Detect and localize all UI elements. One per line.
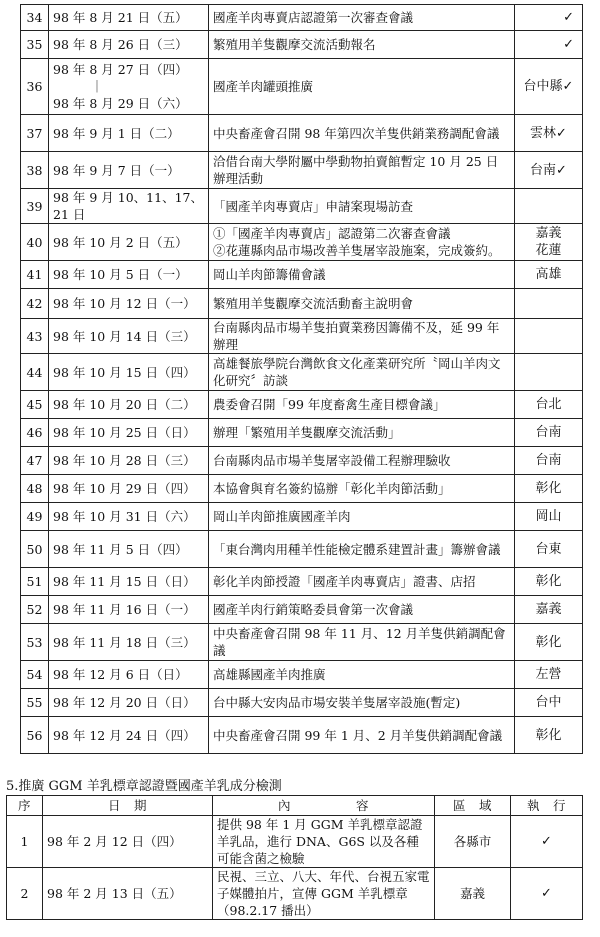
date-line: ｜ (90, 79, 104, 94)
row-content: 本協會與育名簽約協辦「彰化羊肉節活動」 (209, 475, 515, 503)
row-number: 51 (21, 568, 49, 596)
table-row (21, 354, 583, 391)
row-result: 岡山 (515, 503, 583, 531)
row-number: 46 (21, 419, 49, 447)
row-content: 高雄餐旅學院台灣飲食文化產業研究所〝岡山羊肉文化研究〞訪談 (209, 354, 515, 391)
table-row (21, 189, 583, 224)
row-content: 農委會召開「99 年度畜禽生產目標會議」 (209, 391, 515, 419)
row-number: 2 (7, 868, 43, 920)
table-row (21, 661, 583, 689)
row-result: 左營 (515, 661, 583, 689)
header-content: 內 容 (213, 796, 435, 816)
row-date: 98 年 11 月 18 日（三） (49, 624, 209, 661)
row-date: 98 年 10 月 20 日（二） (49, 391, 209, 419)
row-date (49, 59, 209, 115)
row-content: 台南縣肉品市場羊隻拍賣業務因籌備不及，延 99 年辦理 (209, 319, 515, 354)
table-row (7, 868, 583, 920)
row-date: 98 年 10 月 29 日（四） (49, 475, 209, 503)
row-result: 台南 (515, 419, 583, 447)
row-result (515, 319, 583, 354)
table-row (21, 717, 583, 754)
row-content: 辦理「繁殖用羊隻觀摩交流活動」 (209, 419, 515, 447)
result-line: 花蓮 (535, 243, 562, 258)
row-date: 98 年 10 月 28 日（三） (49, 447, 209, 475)
row-content: 繁殖用羊隻觀摩交流活動畜主說明會 (209, 289, 515, 319)
table-row (21, 289, 583, 319)
row-number: 47 (21, 447, 49, 475)
row-date: 98 年 11 月 16 日（一） (49, 596, 209, 624)
table-row (21, 596, 583, 624)
table-row (21, 475, 583, 503)
row-content: 岡山羊肉節籌備會議 (209, 261, 515, 289)
row-date: 98 年 10 月 2 日（五） (49, 224, 209, 261)
ggm-table (6, 795, 583, 920)
table-row (21, 5, 583, 31)
row-date: 98 年 8 月 26 日（三） (49, 31, 209, 59)
row-number: 36 (21, 59, 49, 115)
row-number: 44 (21, 354, 49, 391)
row-content: 國產羊肉罐頭推廣 (209, 59, 515, 115)
row-content: 洽借台南大學附屬中學動物拍賣館暫定 10 月 25 日辦理活動 (209, 152, 515, 189)
row-result: 台中 (515, 689, 583, 717)
row-date: 98 年 2 月 13 日（五） (43, 868, 213, 920)
table-row (21, 224, 583, 261)
row-number: 50 (21, 531, 49, 568)
section-title: 5.推廣 GGM 羊乳標章認證暨國產羊乳成分檢測 (6, 779, 282, 794)
row-content: 台中縣大安肉品市場安裝羊隻屠宰設施(暫定) (209, 689, 515, 717)
result-line: 嘉義 (535, 226, 562, 241)
table-row (21, 261, 583, 289)
row-content: 「東台灣肉用種羊性能檢定體系建置計畫」籌辦會議 (209, 531, 515, 568)
row-result: 台南✓ (515, 152, 583, 189)
row-number: 40 (21, 224, 49, 261)
row-result: 台東 (515, 531, 583, 568)
row-date: 98 年 9 月 1 日（二） (49, 115, 209, 152)
row-number: 35 (21, 31, 49, 59)
row-result: 台南 (515, 447, 583, 475)
table-row (21, 31, 583, 59)
row-result: 彰化 (515, 624, 583, 661)
table-row (21, 319, 583, 354)
row-date: 98 年 8 月 21 日（五） (49, 5, 209, 31)
content-line: ②花蓮縣肉品市場改善羊隻屠宰設施案，完成簽約。 (213, 243, 501, 258)
row-area: 各縣市 (435, 816, 511, 868)
table-row (21, 531, 583, 568)
row-result: 彰化 (515, 568, 583, 596)
header-no: 序 (7, 796, 43, 816)
row-content: 國產羊肉行銷策略委員會第一次會議 (209, 596, 515, 624)
row-content: 岡山羊肉節推廣國產羊肉 (209, 503, 515, 531)
row-number: 41 (21, 261, 49, 289)
row-result: ✓ (515, 5, 583, 31)
row-content: 提供 98 年 1 月 GGM 羊乳標章認證羊乳品，進行 DNA、G6S 以及各種可能含菌之檢驗 (213, 816, 435, 868)
row-result: 彰化 (515, 717, 583, 754)
row-result (515, 354, 583, 391)
row-exec: ✓ (511, 868, 583, 920)
row-date: 98 年 11 月 15 日（日） (49, 568, 209, 596)
row-date: 98 年 10 月 12 日（一） (49, 289, 209, 319)
row-date: 98 年 10 月 5 日（一） (49, 261, 209, 289)
row-exec: ✓ (511, 816, 583, 868)
row-date: 98 年 12 月 6 日（日） (49, 661, 209, 689)
row-result: ✓ (515, 31, 583, 59)
activity-table (20, 4, 583, 754)
row-number: 43 (21, 319, 49, 354)
table-row (21, 568, 583, 596)
row-number: 55 (21, 689, 49, 717)
row-number: 45 (21, 391, 49, 419)
table-header-row (7, 796, 583, 816)
row-date: 98 年 12 月 20 日（日） (49, 689, 209, 717)
content-line: ①「國產羊肉專賣店」認證第二次審查會議 (213, 226, 451, 241)
table-row (21, 419, 583, 447)
row-result: 嘉義 (515, 596, 583, 624)
row-content: 民視、三立、八大、年代、台視五家電子媒體拍片，宣傳 GGM 羊乳標章（98.2.17 播出） (213, 868, 435, 920)
table-row (21, 447, 583, 475)
row-number: 56 (21, 717, 49, 754)
row-content: 中央畜產會召開 98 年第四次羊隻供銷業務調配會議 (209, 115, 515, 152)
row-content (209, 224, 515, 261)
row-result (515, 224, 583, 261)
row-date: 98 年 9 月 7 日（一） (49, 152, 209, 189)
table-row (21, 624, 583, 661)
row-date: 98 年 10 月 14 日（三） (49, 319, 209, 354)
row-date: 98 年 11 月 5 日（四） (49, 531, 209, 568)
table-row (21, 503, 583, 531)
row-result (515, 289, 583, 319)
row-content: 彰化羊肉節授證「國產羊肉專賣店」證書、店招 (209, 568, 515, 596)
row-date: 98 年 10 月 25 日（日） (49, 419, 209, 447)
row-number: 34 (21, 5, 49, 31)
row-number: 49 (21, 503, 49, 531)
date-line: 98 年 8 月 29 日（六） (53, 96, 188, 111)
header-area: 區 域 (435, 796, 511, 816)
row-content: 中央畜產會召開 98 年 11 月、12 月羊隻供銷調配會議 (209, 624, 515, 661)
row-number: 52 (21, 596, 49, 624)
row-area: 嘉義 (435, 868, 511, 920)
row-result: 高雄 (515, 261, 583, 289)
table-row (21, 152, 583, 189)
table-row (21, 59, 583, 115)
date-line: 98 年 8 月 27 日（四） (53, 62, 188, 77)
row-content: 高雄縣國產羊肉推廣 (209, 661, 515, 689)
row-date: 98 年 12 月 24 日（四） (49, 717, 209, 754)
row-content: 繁殖用羊隻觀摩交流活動報名 (209, 31, 515, 59)
table-row (21, 391, 583, 419)
row-number: 39 (21, 189, 49, 224)
row-number: 54 (21, 661, 49, 689)
row-number: 38 (21, 152, 49, 189)
row-result: 台中縣✓ (515, 59, 583, 115)
row-number: 42 (21, 289, 49, 319)
row-content: 「國產羊肉專賣店」申請案現場訪查 (209, 189, 515, 224)
row-date: 98 年 9 月 10、11、17、21 日 (49, 189, 209, 224)
row-number: 1 (7, 816, 43, 868)
row-content: 國產羊肉專賣店認證第一次審查會議 (209, 5, 515, 31)
row-content: 中央畜產會召開 99 年 1 月、2 月羊隻供銷調配會議 (209, 717, 515, 754)
header-exec: 執 行 (511, 796, 583, 816)
row-date: 98 年 10 月 31 日（六） (49, 503, 209, 531)
row-date: 98 年 10 月 15 日（四） (49, 354, 209, 391)
row-content: 台南縣肉品市場羊隻屠宰設備工程辦理驗收 (209, 447, 515, 475)
row-number: 53 (21, 624, 49, 661)
row-date: 98 年 2 月 12 日（四） (43, 816, 213, 868)
row-number: 37 (21, 115, 49, 152)
row-number: 48 (21, 475, 49, 503)
header-date: 日 期 (43, 796, 213, 816)
table-row (21, 115, 583, 152)
table-row (21, 689, 583, 717)
row-result (515, 189, 583, 224)
row-result: 彰化 (515, 475, 583, 503)
table-row (7, 816, 583, 868)
row-result: 雲林✓ (515, 115, 583, 152)
row-result: 台北 (515, 391, 583, 419)
